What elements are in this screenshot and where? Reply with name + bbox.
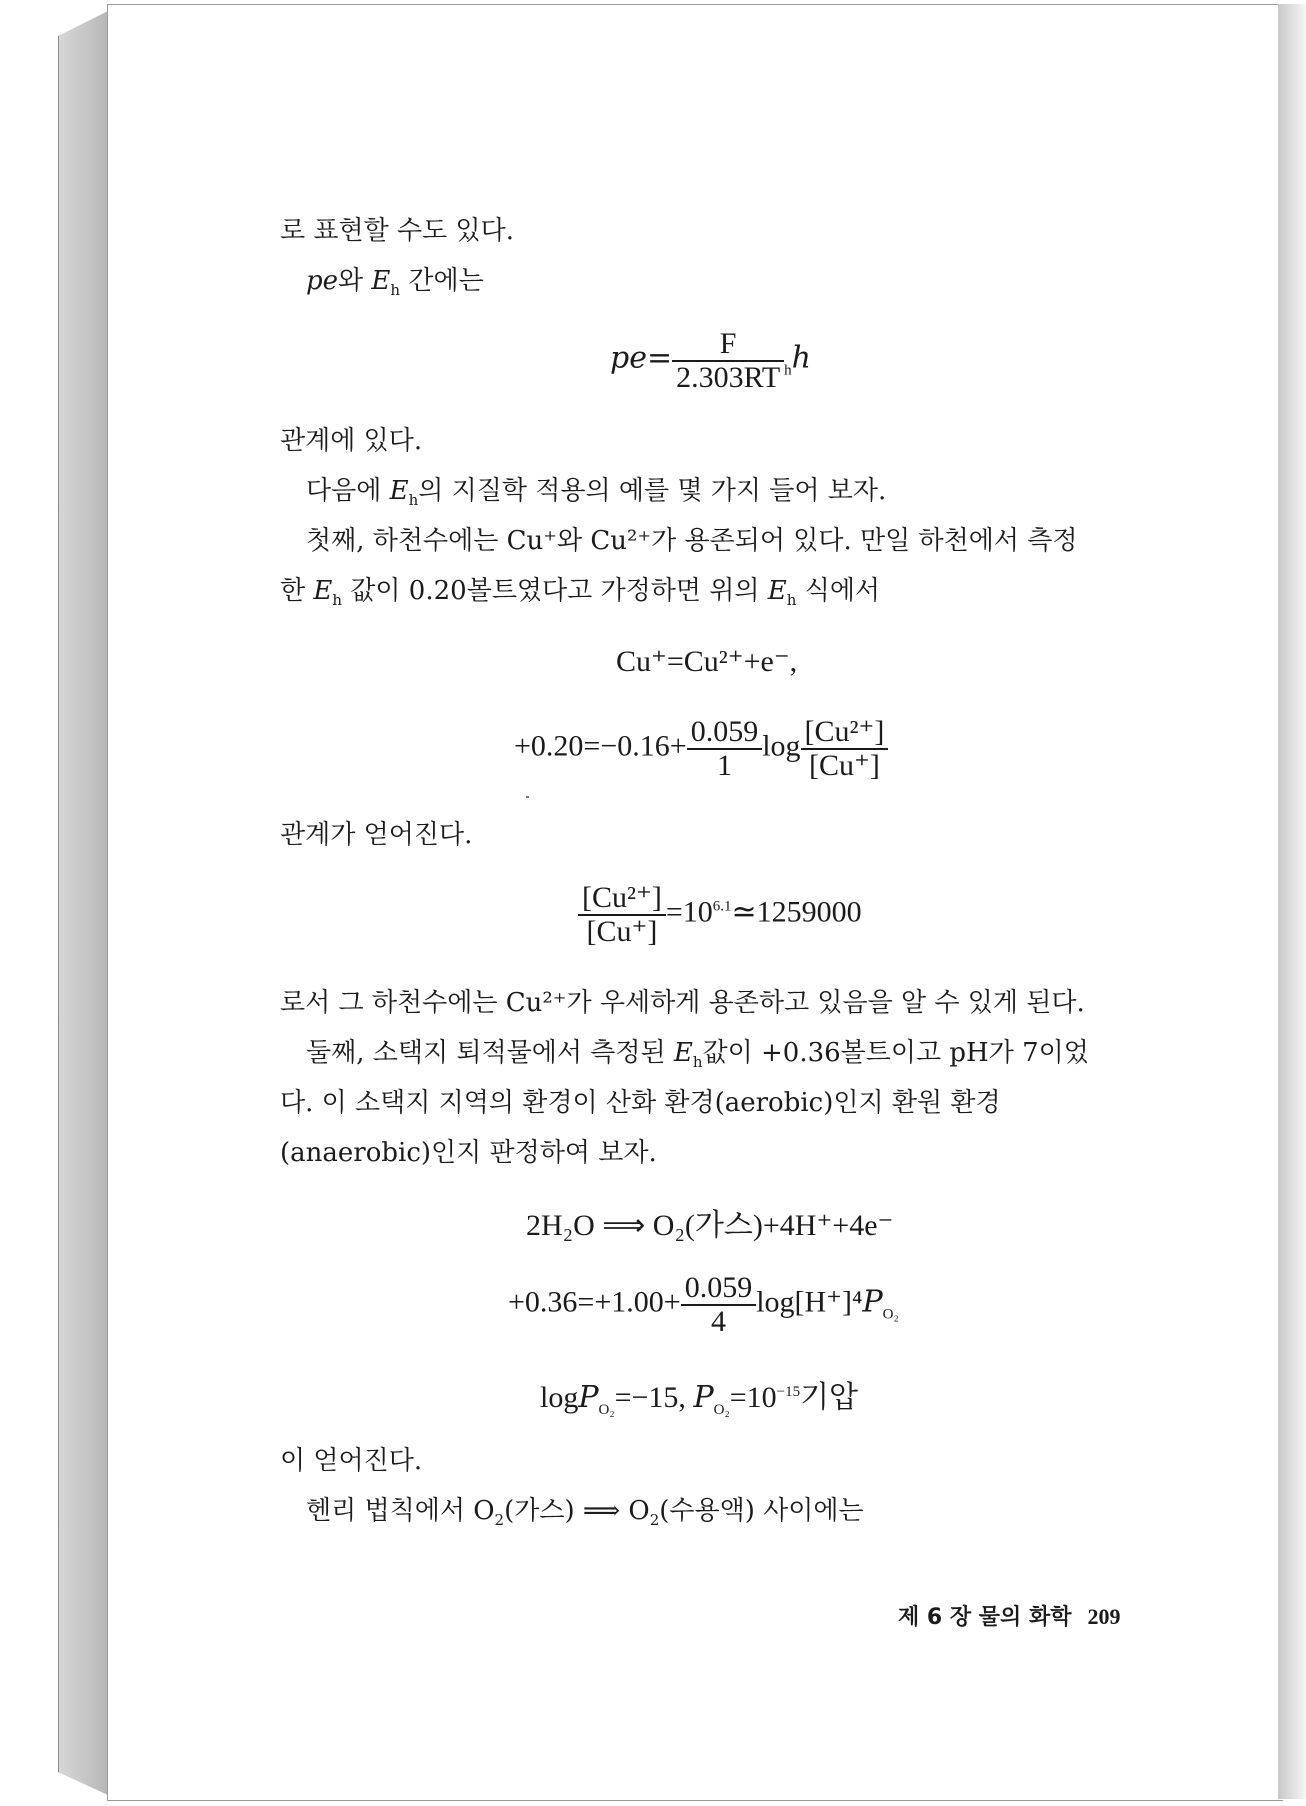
fraction: $\frac{0.059}{1}$ bbox=[687, 716, 763, 781]
text-line: 다음에 $E_h$의 지질학 적용의 예를 몇 가지 들어 보자. bbox=[306, 476, 887, 510]
text-line: 로 표현할 수도 있다. bbox=[280, 216, 514, 246]
fraction: $\frac{F}{2.303RT}$ bbox=[672, 328, 784, 393]
speck bbox=[526, 796, 529, 798]
page-number: 209 bbox=[1087, 1604, 1121, 1629]
text-line: 관계에 있다. bbox=[280, 426, 423, 456]
fraction: $\frac{\text{[Cu²⁺]}}{[Cu^+]}$ bbox=[578, 882, 666, 947]
equation-cu-redox: Cu⁺=Cu²⁺+e⁻, bbox=[616, 645, 798, 678]
page-footer bbox=[898, 1600, 1120, 1631]
text-line: 둘째, 소택지 퇴적물에서 측정된 $E_h$값이 +0.36볼트이고 pH가 7이었 bbox=[306, 1038, 1089, 1072]
equation-cu-ratio: $\frac{\text{[Cu²⁺]}}{[Cu^+]}$ $=10^{6.1}≃1259000$ bbox=[578, 882, 862, 947]
text-line: pe와 $E_h$ 간에는 bbox=[306, 266, 484, 300]
fraction: $\frac{\text{[Cu²⁺]}}{[Cu^+]}$ bbox=[801, 716, 889, 781]
text-line: 이 얻어진다. bbox=[280, 1446, 423, 1476]
equation-eh-o2: +0.36=+1.00+ $\frac{0.059}{4}$ $\log[H^+]^4P_{O_2}$ bbox=[508, 1271, 899, 1338]
equation-pe: pe= $\frac{F}{2.303RT}$ $_h$h bbox=[610, 327, 811, 394]
chapter-title: 제 6 장 물의 화학 bbox=[898, 1605, 1072, 1630]
text-line: 헨리 법칙에서 $O_2$(가스) ⟹ $O_2$(수용액) 사이에는 bbox=[306, 1496, 864, 1530]
equation-eh-cu: +0.20=−0.16+ $\frac{0.059}{1}$ log $\frac{\text{[Cu²⁺]}}{[Cu^+]}$ bbox=[514, 716, 888, 781]
page-edge-shadow bbox=[1278, 4, 1306, 1799]
text-line: 다. 이 소택지 지역의 환경이 산화 환경(aerobic)인지 환원 환경 bbox=[280, 1088, 1001, 1118]
text-line: 첫째, 하천수에는 Cu⁺와 Cu²⁺가 용존되어 있다. 만일 하천에서 측정 bbox=[306, 526, 1078, 556]
text-line: 로서 그 하천수에는 Cu²⁺가 우세하게 용존하고 있음을 알 수 있게 된다. bbox=[280, 988, 1085, 1018]
equation-water-oxidation: 2H₂O ⟹ O₂(가스)+4H⁺+4e⁻ bbox=[526, 1209, 894, 1242]
text-line: 한 $E_h$ 값이 0.20볼트였다고 가정하면 위의 $E_h$ 식에서 bbox=[280, 576, 881, 610]
text-line: (anaerobic)인지 판정하여 보자. bbox=[280, 1138, 657, 1168]
equation-po2: logP$_{O_2}$=−15, $P_{O_2}=10^{-15}$기압 bbox=[540, 1380, 859, 1418]
fraction: $\frac{0.059}{4}$ bbox=[681, 1272, 757, 1337]
text-line: 관계가 얻어진다. bbox=[280, 820, 473, 850]
book-spine bbox=[58, 10, 110, 1796]
